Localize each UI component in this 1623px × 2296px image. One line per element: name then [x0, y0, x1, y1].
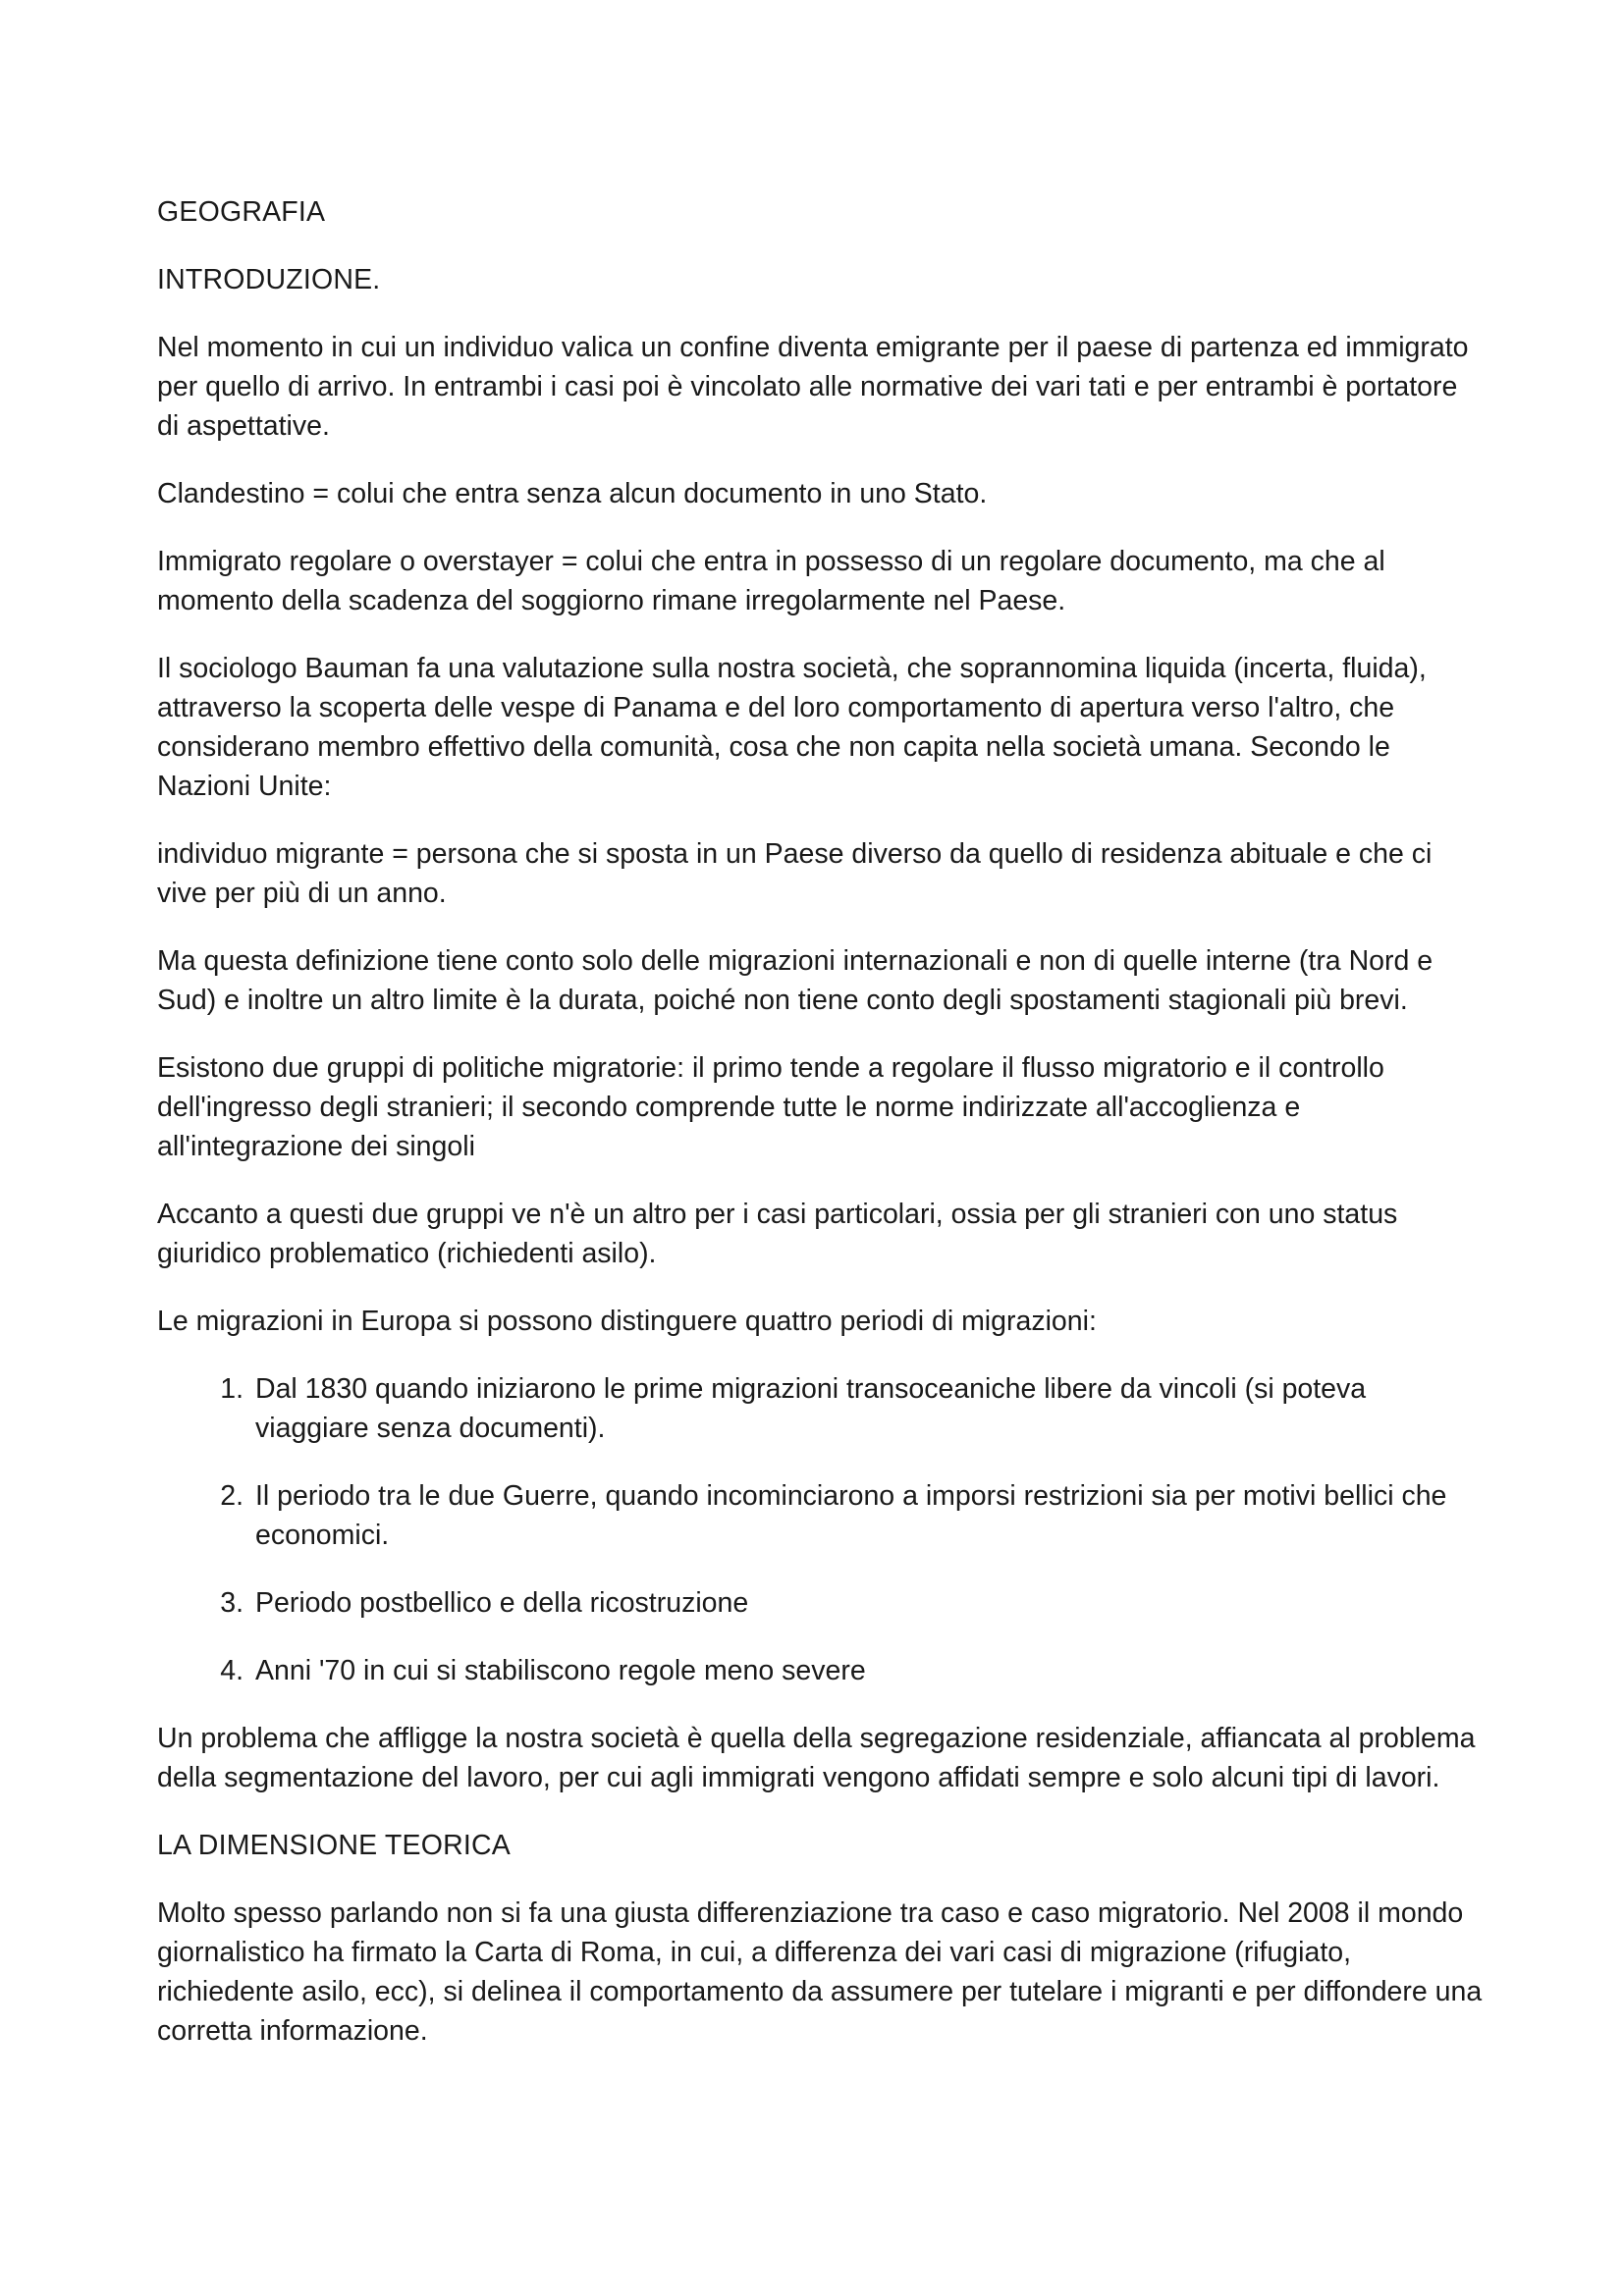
document-title: GEOGRAFIA — [157, 196, 326, 228]
list-item-number: 1. — [220, 1373, 243, 1405]
section-heading-introduzione: INTRODUZIONE. — [157, 264, 381, 295]
list-item-text: Periodo postbellico e della ricostruzione — [255, 1587, 749, 1619]
paragraph-carta-di-roma: Molto spesso parlando non si fa una giusta differenziazione tra caso e caso migratorio. Nel 2008 il mondo giornalistico ha firmato la Carta di Roma, in cui, a differenza dei vari casi di migrazione (rifugiato, richiedente asilo, ecc), si delinea il comportamento da assumere per tutelare i migranti e per diffondere una corretta informazione. — [157, 1897, 1483, 2047]
list-item-text: Dal 1830 quando iniziarono le prime migrazioni transoceaniche libere da vincoli (si poteva viaggiare senza documenti). — [255, 1373, 1367, 1444]
list-item-number: 2. — [220, 1480, 243, 1512]
section-heading-dimensione-teorica: LA DIMENSIONE TEORICA — [157, 1830, 512, 1861]
paragraph-segregazione: Un problema che affligge la nostra società è quella della segregazione residenziale, affiancata al problema della segmentazione del lavoro, per cui agli immigrati vengono affidati sempre e solo alcuni tipi di lavori. — [157, 1723, 1476, 1793]
periods-list — [157, 1369, 1483, 1690]
paragraph-definizione-limiti: Ma questa definizione tiene conto solo delle migrazioni internazionali e non di quelle interne (tra Nord e Sud) e inoltre un altro limite è la durata, poiché non tiene conto degli spostamenti stagionali più brevi. — [157, 945, 1434, 1016]
list-item-number: 3. — [220, 1587, 243, 1619]
list-item — [157, 1583, 1483, 1623]
paragraph-casi-particolari: Accanto a questi due gruppi ve n'è un altro per i casi particolari, ossia per gli stranieri con uno status giuridico problematico (richiedenti asilo). — [157, 1199, 1398, 1269]
paragraph-bauman: Il sociologo Bauman fa una valutazione sulla nostra società, che soprannomina liquida (incerta, fluida), attraverso la scoperta delle vespe di Panama e del loro comportamento di apertura verso l'altro, che considerano membro effettivo della comunità, cosa che non capita nella società umana. Secondo le Nazioni Unite: — [157, 653, 1427, 802]
paragraph-periodi-intro: Le migrazioni in Europa si possono distinguere quattro periodi di migrazioni: — [157, 1306, 1097, 1337]
paragraph-clandestino: Clandestino = colui che entra senza alcun documento in uno Stato. — [157, 478, 988, 509]
document-page — [157, 192, 1483, 2079]
paragraph-politiche-migratorie: Esistono due gruppi di politiche migratorie: il primo tende a regolare il flusso migratorio e il controllo dell'ingresso degli stranieri; il secondo comprende tutte le norme indirizzate all'accoglienza e all'integrazione dei singoli — [157, 1052, 1384, 1162]
list-item-text: Il periodo tra le due Guerre, quando incominciarono a imporsi restrizioni sia per motivi bellici che economici. — [255, 1480, 1447, 1551]
paragraph-individuo-migrante: individuo migrante = persona che si sposta in un Paese diverso da quello di residenza abituale e che ci vive per più di un anno. — [157, 838, 1433, 909]
paragraph-emigrante: Nel momento in cui un individuo valica un confine diventa emigrante per il paese di partenza ed immigrato per quello di arrivo. In entrambi i casi poi è vincolato alle normative dei vari tati e per entrambi è portatore di aspettative. — [157, 332, 1469, 442]
list-item — [157, 1369, 1483, 1448]
list-item — [157, 1476, 1483, 1555]
list-item-number: 4. — [220, 1655, 243, 1686]
paragraph-overstayer: Immigrato regolare o overstayer = colui che entra in possesso di un regolare documento, ma che al momento della scadenza del soggiorno rimane irregolarmente nel Paese. — [157, 546, 1385, 616]
list-item-text: Anni '70 in cui si stabiliscono regole meno severe — [255, 1655, 866, 1686]
list-item — [157, 1651, 1483, 1690]
